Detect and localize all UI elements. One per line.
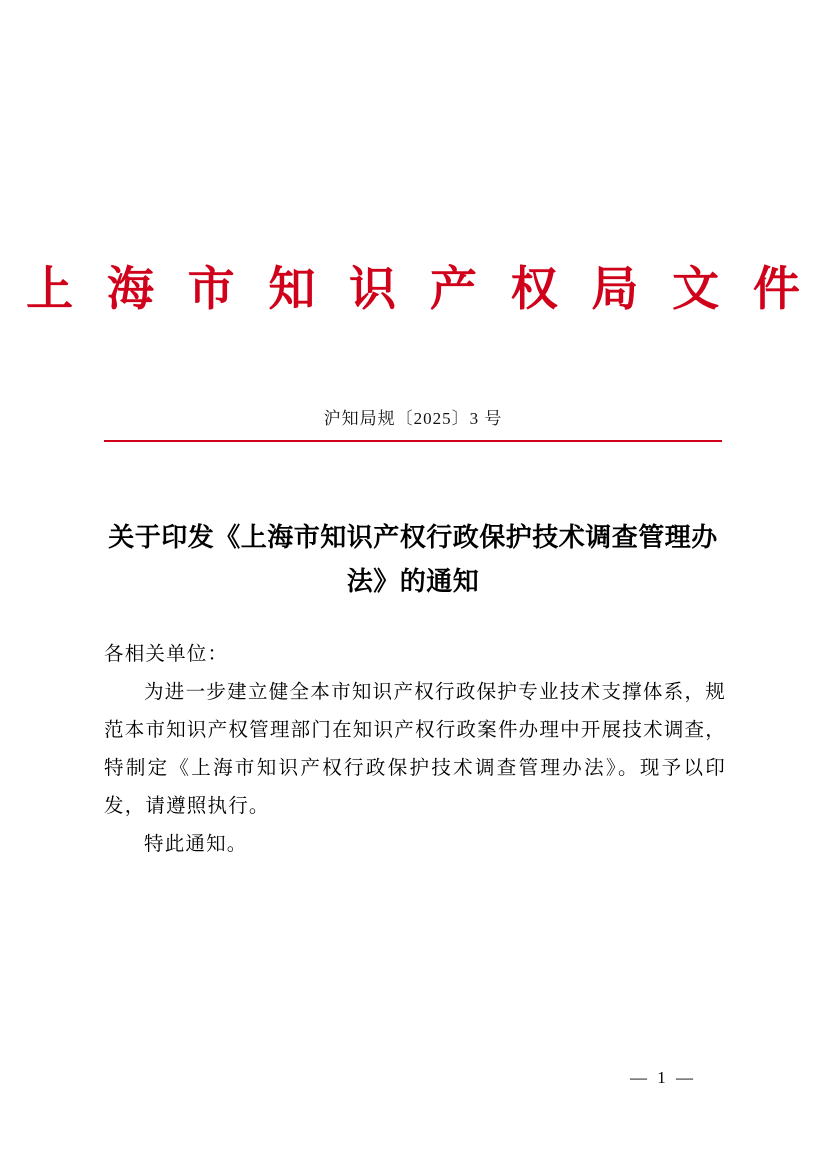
page-number: — 1 — bbox=[630, 1068, 696, 1087]
body-paragraph-2: 特此通知。 bbox=[144, 834, 248, 855]
red-horizontal-rule bbox=[104, 440, 722, 442]
body-paragraph-1: 为进一步建立健全本市知识产权行政保护专业技术支撑体系，规范本市知识产权管理部门在知识产权行政案件办理中开展技术调查，特制定《上海市知识产权行政保护技术调查管理办法》。现予以印发，请遵照执行。 bbox=[104, 682, 726, 817]
document-body bbox=[104, 636, 726, 864]
page-footer bbox=[0, 1068, 826, 1088]
document-number: 沪知局规〔2025〕3 号 bbox=[323, 409, 503, 428]
letterhead bbox=[0, 262, 826, 318]
page-title: 关于印发《上海市知识产权行政保护技术调查管理办法》的通知 bbox=[108, 523, 718, 596]
letterhead-title: 上 海 市 知 识 产 权 局 文 件 bbox=[26, 264, 811, 316]
salutation: 各相关单位： bbox=[104, 644, 229, 665]
